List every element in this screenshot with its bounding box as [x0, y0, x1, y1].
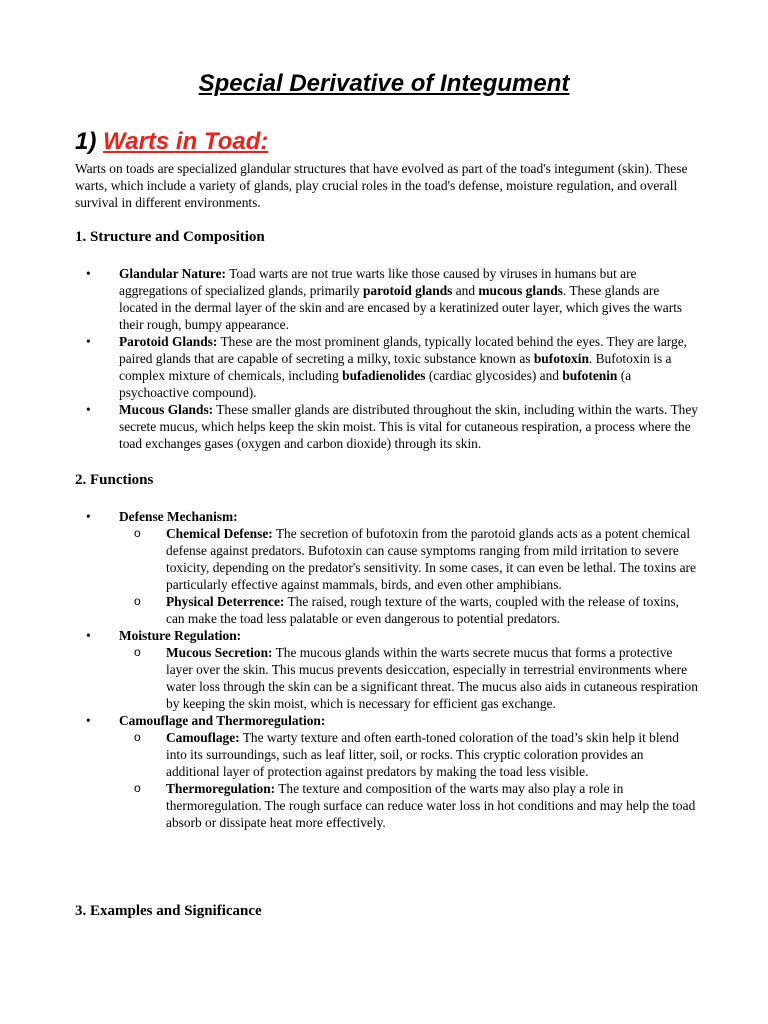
camouflage-sublist	[119, 729, 700, 831]
item-text: . These glands are located in the dermal layer of the skin and are encased by a keratinized outer layer, which gives the warts their rough, bumpy appearance.	[119, 283, 683, 332]
list-item-mucous-glands	[75, 401, 700, 452]
bullet-glyph: •	[86, 402, 91, 417]
sub-label: Physical Deterrence:	[166, 594, 285, 609]
sub-text: The texture and composition of the warts may also play a role in thermoregulation. The rough surface can reduce water loss in hot conditions and may help the toad absorb or dissipate heat more effectively.	[166, 781, 696, 830]
sub-label: Thermoregulation:	[166, 781, 276, 796]
term-bufotenin: bufotenin	[562, 368, 618, 383]
sub-bullet-glyph: o	[134, 594, 141, 608]
sub-bullet-glyph: o	[134, 781, 141, 795]
term-bufotoxin: bufotoxin	[533, 351, 589, 366]
section-1-heading	[75, 128, 268, 156]
sublist-item-camouflage	[119, 729, 700, 780]
page-title: Special Derivative of Integument	[198, 70, 570, 97]
sublist-item-thermoregulation	[119, 780, 700, 831]
sub-bullet-glyph: o	[134, 730, 141, 744]
defense-sublist	[119, 525, 700, 627]
sub-text: The mucous glands within the warts secrete mucus that forms a protective layer over the skin. This mucus prevents desiccation, especially in terrestrial environments where water loss through the skin can be a significant threat. The mucus also aids in cutaneous respiration by keeping the skin moist, which is necessary for efficient gas exchange.	[166, 645, 698, 711]
intro-paragraph: Warts on toads are specialized glandular structures that have evolved as part of the toad's integument (skin). These warts, which include a variety of glands, play crucial roles in the toad's defense, moisture regulation, and overall survival in different environments.	[75, 161, 688, 210]
bullet-glyph: •	[86, 266, 91, 281]
moisture-sublist	[119, 644, 700, 712]
item-text: . Bufotoxin is a complex mixture of chemicals, including	[119, 351, 672, 383]
sub-text: The secretion of bufotoxin from the parotoid glands acts as a potent chemical defense against predators. Bufotoxin can cause symptoms ranging from mild irritation to severe toxicity, depending on the predator's sensitivity. In some cases, it can even be lethal. The toxins are particularly effective against mammals, birds, and even other amphibians.	[166, 526, 696, 592]
term-parotoid-glands: parotoid glands	[362, 283, 453, 298]
sublist-item-mucous-secretion	[119, 644, 700, 712]
term-bufadienolides: bufadienolides	[342, 368, 426, 383]
section-1-title: Warts in Toad:	[103, 128, 269, 155]
functions-list	[75, 508, 700, 831]
item-text: These are the most prominent glands, typically located behind the eyes. They are large, paired glands that are capable of secreting a milky, toxic substance known as	[119, 334, 687, 366]
group-label: Defense Mechanism:	[119, 509, 238, 524]
bullet-glyph: •	[86, 509, 91, 524]
sublist-item-physical-deterrence	[119, 593, 700, 627]
bullet-glyph: •	[86, 713, 91, 728]
structure-list	[75, 265, 700, 452]
sub-text: The raised, rough texture of the warts, coupled with the release of toxins, can make the toad less palatable or even dangerous to potential predators.	[166, 594, 680, 626]
group-label: Moisture Regulation:	[119, 628, 242, 643]
sub-text: The warty texture and often earth-toned coloration of the toad’s skin help it blend into its surroundings, such as leaf litter, soil, or rocks. This cryptic coloration provides an additional layer of protection against predators by making the toad less visible.	[166, 730, 679, 779]
item-text: These smaller glands are distributed throughout the skin, including within the warts. They secrete mucus, which helps keep the skin moist. This is vital for cutaneous respiration, a process where the toad exchanges gases (oxygen and carbon dioxide) through its skin.	[119, 402, 698, 451]
item-text: (a psychoactive compound).	[119, 368, 632, 400]
sub-bullet-glyph: o	[134, 645, 141, 659]
list-item-moisture-regulation	[75, 627, 700, 712]
list-item-parotoid-glands	[75, 333, 700, 401]
item-label: Parotoid Glands:	[119, 334, 218, 349]
sub-bullet-glyph: o	[134, 526, 141, 540]
sub-label: Camouflage:	[166, 730, 240, 745]
group-label: Camouflage and Thermoregulation:	[119, 713, 326, 728]
sublist-item-chemical-defense	[119, 525, 700, 593]
section-1-number: 1)	[75, 128, 97, 155]
item-label: Glandular Nature:	[119, 266, 227, 281]
term-mucous-glands: mucous glands	[478, 283, 563, 298]
item-text: and	[452, 283, 479, 298]
bullet-glyph: •	[86, 628, 91, 643]
examples-heading: 3. Examples and Significance	[75, 903, 262, 919]
item-text: Toad warts are not true warts like those caused by viruses in humans but are aggregations of specialized glands, primarily	[119, 266, 637, 298]
functions-heading: 2. Functions	[75, 472, 154, 488]
structure-heading: 1. Structure and Composition	[75, 229, 265, 245]
item-label: Mucous Glands:	[119, 402, 214, 417]
list-item-camouflage-thermoregulation	[75, 712, 700, 831]
list-item-defense-mechanism	[75, 508, 700, 627]
list-item-glandular-nature	[75, 265, 700, 333]
sub-label: Chemical Defense:	[166, 526, 273, 541]
sub-label: Mucous Secretion:	[166, 645, 273, 660]
item-text: (cardiac glycosides) and	[425, 368, 563, 383]
bullet-glyph: •	[86, 334, 91, 349]
